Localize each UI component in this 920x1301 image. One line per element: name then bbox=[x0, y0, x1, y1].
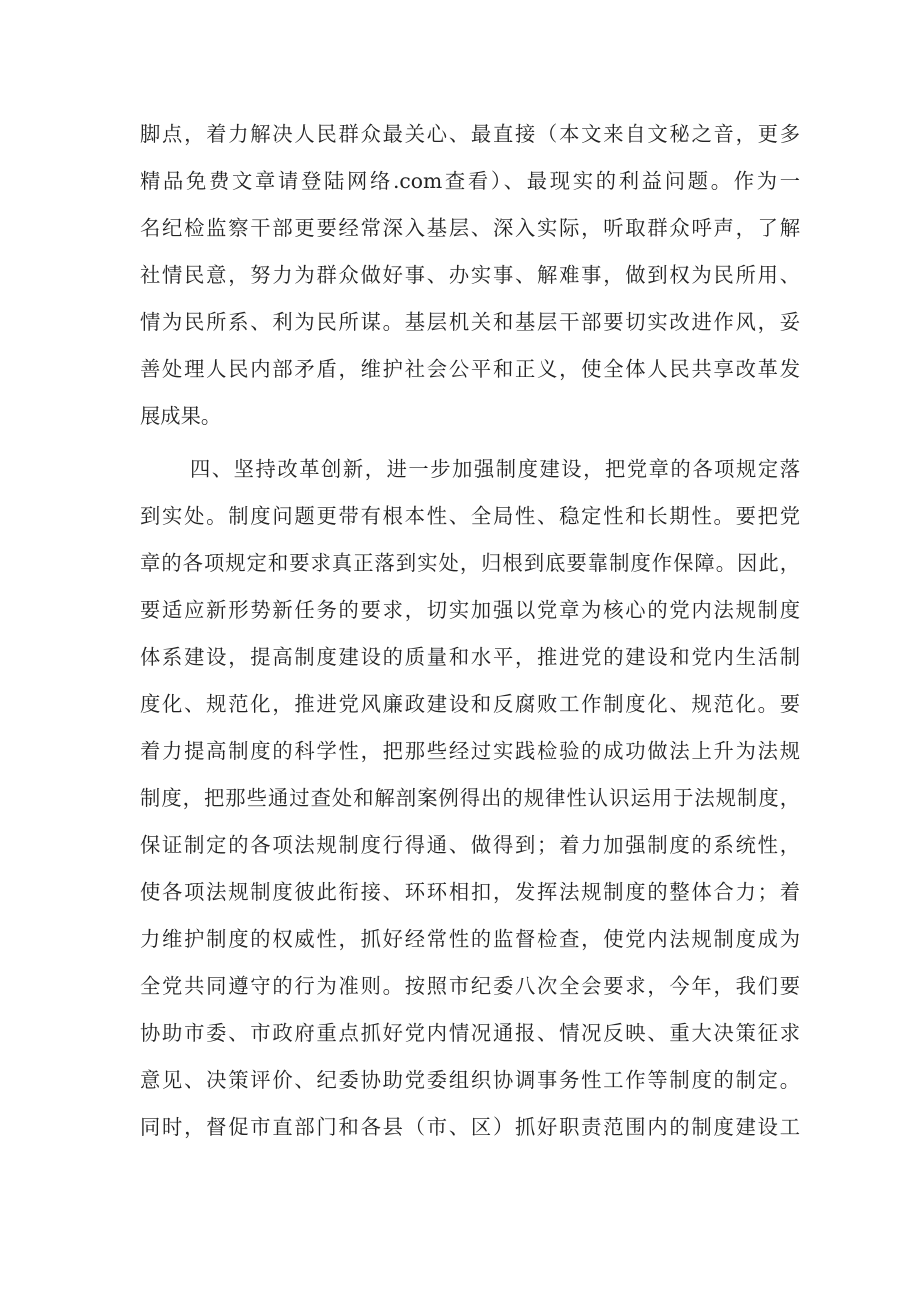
paragraph-1-line-7: 展成果。 bbox=[140, 404, 222, 428]
paragraph-2-line-4: 要适应新形势新任务的要求，切实加强以党章为核心的党内法规制度 bbox=[140, 598, 800, 622]
paragraph-2-line-10: 使各项法规制度彼此衔接、环环相扣，发挥法规制度的整体合力；着 bbox=[140, 880, 800, 904]
paragraph-2-line-2: 到实处。制度问题更带有根本性、全局性、稳定性和长期性。要把党 bbox=[140, 504, 800, 528]
paragraph-2-line-15: 同时，督促市直部门和各县（市、区）抓好职责范围内的制度建设工 bbox=[140, 1115, 800, 1139]
paragraph-2-line-7: 着力提高制度的科学性，把那些经过实践检验的成功做法上升为法规 bbox=[140, 739, 800, 763]
paragraph-2-line-9: 保证制定的各项法规制度行得通、做得到；着力加强制度的系统性， bbox=[140, 833, 800, 857]
paragraph-2-line-11: 力维护制度的权威性，抓好经常性的监督检查，使党内法规制度成为 bbox=[140, 927, 800, 951]
paragraph-1-line-6: 善处理人民内部矛盾，维护社会公平和正义，使全体人民共享改革发 bbox=[140, 357, 800, 381]
paragraph-1-line-5: 情为民所系、利为民所谋。基层机关和基层干部要切实改进作风，妥 bbox=[140, 310, 800, 334]
paragraph-1-line-2: 精品免费文章请登陆网络.com查看）、最现实的利益问题。作为一 bbox=[140, 169, 800, 193]
paragraph-2-line-6: 度化、规范化，推进党风廉政建设和反腐败工作制度化、规范化。要 bbox=[140, 692, 800, 716]
paragraph-2-line-5: 体系建设，提高制度建设的质量和水平，推进党的建设和党内生活制 bbox=[140, 645, 800, 669]
paragraph-2-line-8: 制度，把那些通过查处和解剖案例得出的规律性认识运用于法规制度， bbox=[140, 786, 800, 810]
paragraph-1-line-4: 社情民意，努力为群众做好事、办实事、解难事，做到权为民所用、 bbox=[140, 263, 800, 287]
paragraph-2-line-3: 章的各项规定和要求真正落到实处，归根到底要靠制度作保障。因此， bbox=[140, 551, 800, 575]
paragraph-1-line-1: 脚点，着力解决人民群众最关心、最直接（本文来自文秘之音，更多 bbox=[140, 122, 800, 146]
paragraph-1-line-3: 名纪检监察干部更要经常深入基层、深入实际，听取群众呼声，了解 bbox=[140, 216, 800, 240]
paragraph-2-line-1: 四、坚持改革创新，进一步加强制度建设，把党章的各项规定落 bbox=[190, 457, 800, 481]
paragraph-2-line-12: 全党共同遵守的行为准则。按照市纪委八次全会要求，今年，我们要 bbox=[140, 974, 800, 998]
paragraph-2-line-13: 协助市委、市政府重点抓好党内情况通报、情况反映、重大决策征求 bbox=[140, 1021, 800, 1045]
paragraph-2-line-14: 意见、决策评价、纪委协助党委组织协调事务性工作等制度的制定。 bbox=[140, 1068, 800, 1092]
